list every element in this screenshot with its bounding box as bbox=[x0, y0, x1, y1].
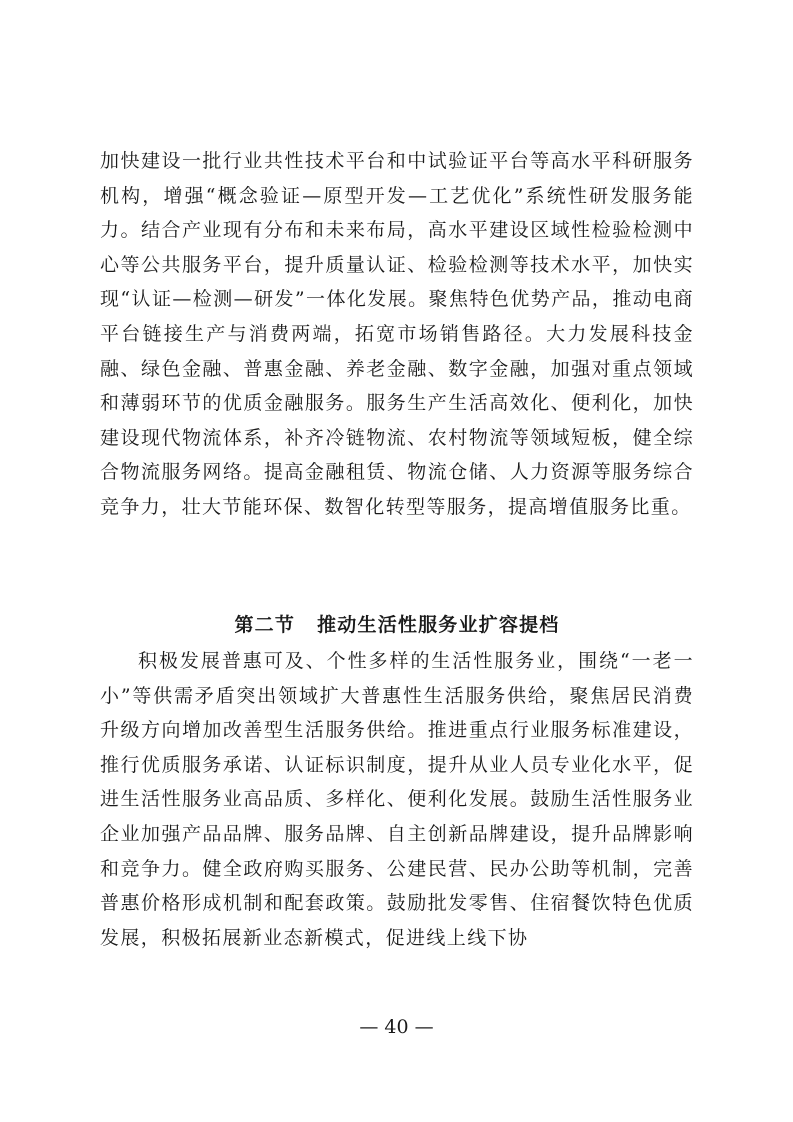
page-number: — 40 — bbox=[359, 1016, 434, 1038]
body-paragraph-section: 积极发展普惠可及、个性多样的生活性服务业，围绕“一老一小”等供需矛盾突出领域扩大普惠性生活服务供给，聚焦居民消费升级方向增加改善型生活服务供给。推进重点行业服务标准建设，推行优质服务承诺、认证标识制度，提升从业人员专业化水平，促进生活性服务业高品质、多样化、便利化发展。鼓励生活性服务业企业加强产品品牌、服务品牌、自主创新品牌建设，提升品牌影响和竞争力。健全政府购买服务、公建民营、民办公助等机制，完善普惠价格形成机制和配套政策。鼓励批发零售、住宿餐饮特色优质发展，积极拓展新业态新模式，促进线上线下协 bbox=[100, 650, 694, 949]
section-title: 推动生活性服务业扩容提档 bbox=[317, 614, 560, 636]
section-heading bbox=[100, 608, 694, 643]
section-number: 第二节 bbox=[234, 614, 296, 636]
body-paragraph-continuation: 加快建设一批行业共性技术平台和中试验证平台等高水平科研服务机构，增强“概念验证—原型开发—工艺优化”系统性研发服务能力。结合产业现有分布和未来布局，高水平建设区域性检验检测中心等公共服务平台，提升质量认证、检验检测等技术水平，加快实现“认证—检测—研发”一体化发展。聚焦特色优势产品，推动电商平台链接生产与消费两端，拓宽市场销售路径。大力发展科技金融、绿色金融、普惠金融、养老金融、数字金融，加强对重点领域和薄弱环节的优质金融服务。服务生产生活高效化、便利化，加快建设现代物流体系，补齐冷链物流、农村物流等领域短板，健全综合物流服务网络。提高金融租赁、物流仓储、人力资源等服务综合竞争力，壮大节能环保、数智化转型等服务，提高增值服务比重。 bbox=[100, 150, 694, 518]
